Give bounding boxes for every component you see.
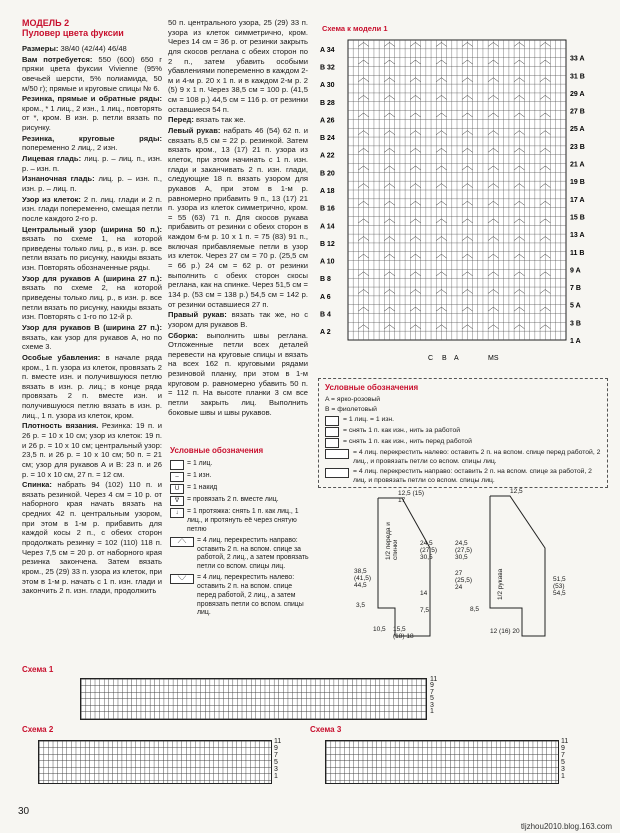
instruction-paragraph	[22, 195, 162, 224]
instruction-heading: Вам потребуется:	[22, 54, 93, 64]
instruction-heading: Узор для рукавов А (ширина 27 п.):	[22, 273, 162, 283]
instruction-heading: Плотность вязания.	[22, 421, 99, 431]
schema-row-number: 11	[561, 738, 569, 745]
schema-row-number: 7	[430, 688, 434, 696]
instruction-text: кром., * 1 лиц., 2 изн., 1 лиц., повторять от *, кром. В изн. р. петли вязать по рисунку.	[22, 103, 162, 133]
instruction-text: Резинка: 19 п. и 26 р. = 10 х 10 см; узор из клеток: 19 п. и 26 р. = 10 х 10 см; центральный узор: 23,5 п. и 26 р. = 10 х 10 см; 50 п. = 21 см; узор для рукавов А и В: 23 п. и 26 р. = 10 х 10 см, 27 п. = 12 см.	[22, 421, 162, 479]
schema-2-title: Схема 2	[22, 725, 54, 734]
instruction-heading: Левый рукав:	[168, 126, 221, 136]
instruction-heading: Центральный узор (ширина 50 п.):	[22, 224, 162, 234]
instruction-paragraph	[22, 225, 162, 273]
instruction-heading: Узор из клеток:	[22, 194, 81, 204]
legend-text: = 4 лиц. перекрестить налево: оставить 2 п. на вспом. спице перед работой, 2 лиц., а затем провязать петли со вспом. спицы лиц.	[197, 574, 304, 617]
schema-row-number: 9	[430, 682, 434, 690]
instruction-text: вязать по схеме 1, на которой приведены только лиц. р., в изн. р. все петли вязать по рисунку, накиды вязать изн. Повторять обозначенные ряды.	[22, 234, 162, 273]
legend-text: = 1 лиц.	[187, 460, 213, 468]
chart-row-label-right: 17 A	[570, 196, 585, 204]
chart-row-label-right: 15 B	[570, 214, 585, 222]
schema-row-number: 5	[430, 695, 434, 703]
chart-row-label-right: 7 B	[570, 285, 581, 293]
legend-row	[170, 484, 312, 494]
chart-row-label-right: 21 A	[570, 161, 585, 169]
chart-row-label-left: A 26	[320, 117, 335, 125]
pattern-schematic	[340, 488, 610, 648]
chart-bottom-label: A	[454, 355, 459, 362]
instruction-heading: Лицевая гладь:	[22, 154, 82, 164]
chart-row-label-right: 13 A	[570, 232, 585, 240]
schema-row-number: 3	[274, 766, 278, 773]
instruction-text: лиц. р. – изн. п., изн. р. – лиц. п.	[22, 174, 162, 193]
legend-text: = 1 накид	[187, 484, 218, 492]
chart-title: Схема к модели 1	[322, 24, 388, 33]
instructions-column-1	[22, 44, 162, 597]
legend-symbol-icon: U	[170, 484, 184, 494]
measure-body-height: 38,5 (41,5) 44,5	[354, 568, 371, 589]
chart-row-label-left: B 20	[320, 170, 335, 178]
legend-symbol-icon	[325, 416, 339, 426]
legend-symbol-icon: –	[170, 472, 184, 482]
label-body: 1/2 переда и спинки	[385, 522, 399, 560]
schema-row-number: 3	[561, 766, 565, 773]
measure-body-75: 7,5	[420, 607, 430, 614]
instruction-heading: Перед:	[168, 115, 194, 125]
legend-row	[170, 472, 312, 482]
legend-color-text: = снять 1 п. как изн., нить перед работой	[343, 438, 472, 446]
instruction-text: 50 п. центрального узора, 25 (29) 33 п. узора из клеток симметрично, кром. Через 14 см = 36 р. от резинки закрыть для скосов реглана с обеих сторон по 2 п., затем убавить особыми убавлениями попеременно в каждом 2-м и 4-м р. 20 х 1 п. и в каждом 2-м р. 2 (5) 9 х 1 п. Через 38,5 см = 100 р. (41,5 см = 108 р.) 44,5 см = 116 р. от резинки оставшиеся 54 п.	[168, 18, 308, 114]
legend-color-text: = 4 лиц. перекрестить налево: оставить 2 п. на вспом. спице перед работой, 2 лиц., и провязать петли со вспом. спицы лиц.	[353, 449, 601, 465]
legend-color-text: = снять 1 п. как изн., нить за работой	[343, 427, 461, 435]
legend-color-row	[325, 468, 601, 486]
chart-row-label-right: 9 A	[570, 267, 581, 275]
instruction-heading: Правый рукав:	[168, 310, 227, 320]
schema-row-number: 9	[274, 745, 278, 752]
chart-row-label-right: 5 A	[570, 302, 581, 310]
instruction-text: 550 (600) 650 г пряжи цвета фуксии Vivienne (95% овечьей шерсти, 5% полиамида, 50 м/50 г); прямые и круговые спицы № 6.	[22, 54, 162, 93]
legend-row	[170, 537, 312, 572]
chart-row-label-right: 23 B	[570, 143, 585, 151]
chart-bottom-label: B	[442, 355, 447, 362]
legend-color-row	[325, 427, 601, 437]
legend-symbols	[170, 446, 312, 620]
chart-row-label-left: A 34	[320, 46, 335, 54]
legend-symbol-icon: ⟍⟋	[170, 574, 194, 584]
chart-row-label-right: 25 A	[570, 126, 585, 134]
instruction-text: 38/40 (42/44) 46/48	[60, 44, 127, 53]
legend-text: = 1 изн.	[187, 472, 212, 480]
legend-symbol-icon: ∇	[170, 496, 184, 506]
legend-color-row	[325, 406, 601, 415]
schema-row-number: 7	[274, 752, 278, 759]
measure-body-35: 3,5	[356, 602, 366, 609]
chart-row-label-left: A 2	[320, 329, 331, 337]
instruction-paragraph	[22, 480, 162, 596]
instruction-paragraph	[22, 55, 162, 94]
page-number: 30	[18, 806, 30, 817]
measure-body-top: 12,5 (15) 17	[398, 490, 425, 504]
legend-color-text: A = ярко-розовый	[325, 396, 381, 404]
measure-sleeve-top: 12,5	[510, 488, 523, 495]
instruction-paragraph	[22, 353, 162, 420]
instruction-paragraph	[22, 274, 162, 322]
instruction-text: вязать так же.	[196, 115, 246, 125]
schema-row-number: 5	[561, 759, 565, 766]
chart-row-label-left: A 6	[320, 293, 331, 301]
model-header	[22, 18, 162, 38]
schema-1-grid	[80, 678, 427, 720]
chart-row-label-right: 11 B	[570, 249, 585, 257]
legend-text: = провязать 2 п. вместе лиц.	[187, 496, 279, 504]
instruction-heading: Изнаночная гладь:	[22, 174, 95, 184]
chart-row-label-right: 19 B	[570, 179, 585, 187]
chart-row-label-left: A 14	[320, 223, 335, 231]
legend-symbol-icon	[325, 427, 339, 437]
legend-symbol-icon	[325, 449, 349, 459]
legend-color-row	[325, 449, 601, 467]
legend-color-text: = 1 лиц. = 1 изн.	[343, 416, 395, 424]
chart-row-label-left: B 24	[320, 135, 335, 143]
chart-row-label-right: 29 A	[570, 90, 585, 98]
instruction-paragraph	[22, 154, 162, 173]
chart-row-label-right: 3 B	[570, 320, 581, 328]
instruction-paragraph	[22, 44, 162, 54]
instruction-heading: Спинка:	[22, 480, 52, 490]
legend-row	[170, 574, 312, 618]
legend-color-row	[325, 396, 601, 405]
chart-row-label-left: B 28	[320, 99, 335, 107]
instructions-column-2	[168, 18, 308, 418]
legend-text: = 4 лиц. перекрестить направо: оставить 2 п. на вспом. спице за работой, 2 лиц., а затем провязать петли со вспом. спицы лиц.	[197, 536, 309, 571]
instruction-paragraph	[22, 323, 162, 352]
instruction-paragraph	[22, 421, 162, 479]
instruction-text: попеременно 2 лиц., 2 изн.	[22, 143, 118, 153]
chart-row-label-left: B 16	[320, 205, 335, 213]
instruction-text: вязать, как узор для рукавов А, но по схеме 3.	[22, 332, 162, 352]
measure-sleeve-bottom: 12 (16) 20	[490, 628, 520, 635]
instruction-text: выполнить швы реглана. Отложенные петли всех деталей перевести на круговые спицы и вязать на всех 162 п. круговыми рядами резиновой планку, при этом в 1-м круговом р. равномерно убавить 50 п. = 112 п. На высоте планки 3 см все петли закрыть лиц. Выполнить боковые швы и швы рукавов.	[168, 330, 308, 417]
schema-row-number: 5	[274, 759, 278, 766]
watermark: tljzhou2010.blog.163.com	[520, 822, 612, 831]
instruction-heading: Сборка:	[168, 330, 198, 340]
legend-symbol-icon: ↓	[170, 508, 184, 518]
schema-3-title: Схема 3	[310, 725, 342, 734]
measure-sleeve-27: 27 (25,5) 24	[455, 570, 472, 591]
instruction-text: вязать так же, но с узором для рукавов В.	[168, 310, 308, 329]
instruction-paragraph	[22, 94, 162, 133]
page-title: МОДЕЛЬ 2	[22, 18, 70, 28]
legend-symbol-icon	[170, 460, 184, 470]
chart-bottom-label: MS	[488, 355, 499, 362]
measure-body-raglan: 24,5 (27,5) 30,5	[420, 540, 437, 561]
chart-row-label-left: B 32	[320, 64, 335, 72]
instruction-paragraph	[168, 18, 308, 114]
chart-row-label-left: B 8	[320, 276, 331, 284]
schema-row-number: 11	[430, 676, 438, 683]
instruction-text: набрать 94 (102) 110 п. и вязать резинкой. Через 4 см = 10 р. от наборного края начать вязать на средних 42 п. центральным узором, при этом в 1-м р. прибавить для каждой косы 2 п., с обеих сторон продолжать резинку = 102 (110) 118 п. Через 7,5 см = 20 р. от наборного края резинка закончена. Затем вязать кром., 25 (29) 33 п. узора из клеток, при этом в 1-м р. начать с 1 п. изн. глади и закончить 2 п. изн. глади, продолжить	[22, 480, 162, 596]
chart-row-label-left: B 12	[320, 240, 335, 248]
page-subtitle: Пуловер цвета фуксии	[22, 28, 124, 38]
measure-sleeve-85: 8,5	[470, 606, 480, 613]
legend-row	[170, 460, 312, 470]
schema-row-number: 1	[561, 773, 565, 780]
chart-row-label-left: A 30	[320, 82, 335, 90]
instruction-paragraph	[168, 331, 308, 418]
schema-1-title: Схема 1	[22, 665, 54, 674]
instruction-text: вязать по схеме 2, на которой приведены только лиц. р., в изн. р. все петли вязать по рисунку, накиды вязать изн. Повторять с 1-го по 12-й р.	[22, 283, 162, 322]
instruction-heading: Резинка, круговые ряды:	[22, 133, 162, 143]
legend-row	[170, 508, 312, 534]
schema-row-number: 11	[274, 738, 282, 745]
legend-color-row	[325, 438, 601, 448]
instruction-paragraph	[22, 134, 162, 153]
instruction-paragraph	[168, 126, 308, 309]
instruction-text: набрать 46 (54) 62 п. и связать 8,5 см = 22 р. резинкой. Затем вязать кром., 13 (17) 21 п. узора из клеток, при этом начинать с 1 п. изн. глади и заканчивать 2 п. изн. глади, следующие 18 п. вязать узором для рукавов А, при этом в 1-м р. равномерно прибавить 9 п., 13 (17) 21 п. узора из клеток симметрично, кром. = 55 (63) 71 п. Для скосов рукава прибавить от резинки с обеих сторон в каждом 6-м р. 10 х 1 п. = 75 (83) 91 п., включая прибавляемые петли в узор из клеток. Через 27 см = 70 р. (25,5 см = 66 р.) 24 см = 62 р. от резинки выполнить с обеих сторон скосы реглана, как на спинке. Через 51,5 см = 134 р. (53 см = 138 р.) 54,5 см = 142 р. от резинки оставшиеся 27 п.	[168, 126, 308, 309]
schema-2-grid	[38, 740, 272, 784]
instruction-heading: Резинка, прямые и обратные ряды:	[22, 94, 162, 104]
measure-body-14: 14	[420, 590, 428, 597]
chart-row-label-left: A 18	[320, 188, 335, 195]
colorwork-chart	[318, 22, 608, 370]
schema-row-number: 1	[430, 708, 434, 715]
legend-colors-title: Условные обозначения	[325, 383, 419, 392]
instruction-text: лиц. р. – лиц. п., изн. р. – изн. п.	[22, 154, 162, 173]
chart-row-label-left: A 10	[320, 258, 335, 266]
chart-row-label-right: 1 A	[570, 338, 581, 345]
instruction-heading: Размеры:	[22, 44, 59, 53]
instruction-heading: Особые убавления:	[22, 352, 101, 362]
legend-color-text: = 4 лиц. перекрестить направо: оставить 2 п. на вспом. спице за работой, 2 лиц. и провязать петли со вспом. спицы лиц.	[353, 467, 592, 484]
legend-row	[170, 496, 312, 506]
legend-text: = 1 протяжка: снять 1 п. как лиц., 1 лиц., и протянуть её через снятую петлю	[187, 508, 299, 533]
schema-row-number: 9	[561, 745, 565, 752]
schema-row-number: 1	[274, 773, 278, 780]
chart-row-label-right: 27 B	[570, 108, 585, 116]
chart-row-label-left: A 22	[320, 152, 335, 160]
legend-symbol-icon: ⟋⟍	[170, 537, 194, 547]
legend-color-text: B = фиолетовый	[325, 406, 377, 414]
measure-sleeve-raglan: 24,5 (27,5) 30,5	[455, 540, 472, 561]
instruction-paragraph	[168, 310, 308, 329]
instruction-paragraph	[168, 115, 308, 125]
chart-bottom-label: C	[428, 355, 434, 362]
legend-symbol-icon	[325, 438, 339, 448]
measure-body-bottom: 15,5 (18) 18	[393, 626, 414, 640]
legend-title: Условные обозначения	[170, 446, 264, 455]
label-sleeve: 1/2 рукава	[497, 568, 504, 600]
chart-row-label-right: 33 A	[570, 55, 585, 63]
schema-3-grid	[325, 740, 559, 784]
instruction-paragraph	[22, 174, 162, 193]
schema-row-number: 7	[561, 752, 565, 759]
chart-row-label-right: 31 B	[570, 73, 585, 81]
instruction-text: 2 п. лиц. глади и 2 п. изн. глади попеременно, смещая петли после каждого 2-го р.	[22, 194, 162, 223]
chart-row-label-left: B 4	[320, 311, 331, 319]
measure-body-105: 10,5	[373, 626, 386, 633]
legend-symbol-icon	[325, 468, 349, 478]
legend-color-row	[325, 416, 601, 426]
instruction-heading: Узор для рукавов В (ширина 27 п.):	[22, 322, 162, 332]
schema-row-number: 3	[430, 701, 434, 709]
instruction-text: в начале ряда кром., 1 п. узора из клеток, провязать 2 п. вместе изн. и получившуюся петлю вязать в изн. р. лиц.; в конце ряда провязать 2 п. вместе изн. и получившуюся петлю вязать в изн. р. лиц., 1 п. узора из клеток, кром.	[22, 352, 162, 420]
legend-colors	[318, 378, 608, 488]
measure-sleeve-length: 51,5 (53) 54,5	[553, 576, 566, 597]
